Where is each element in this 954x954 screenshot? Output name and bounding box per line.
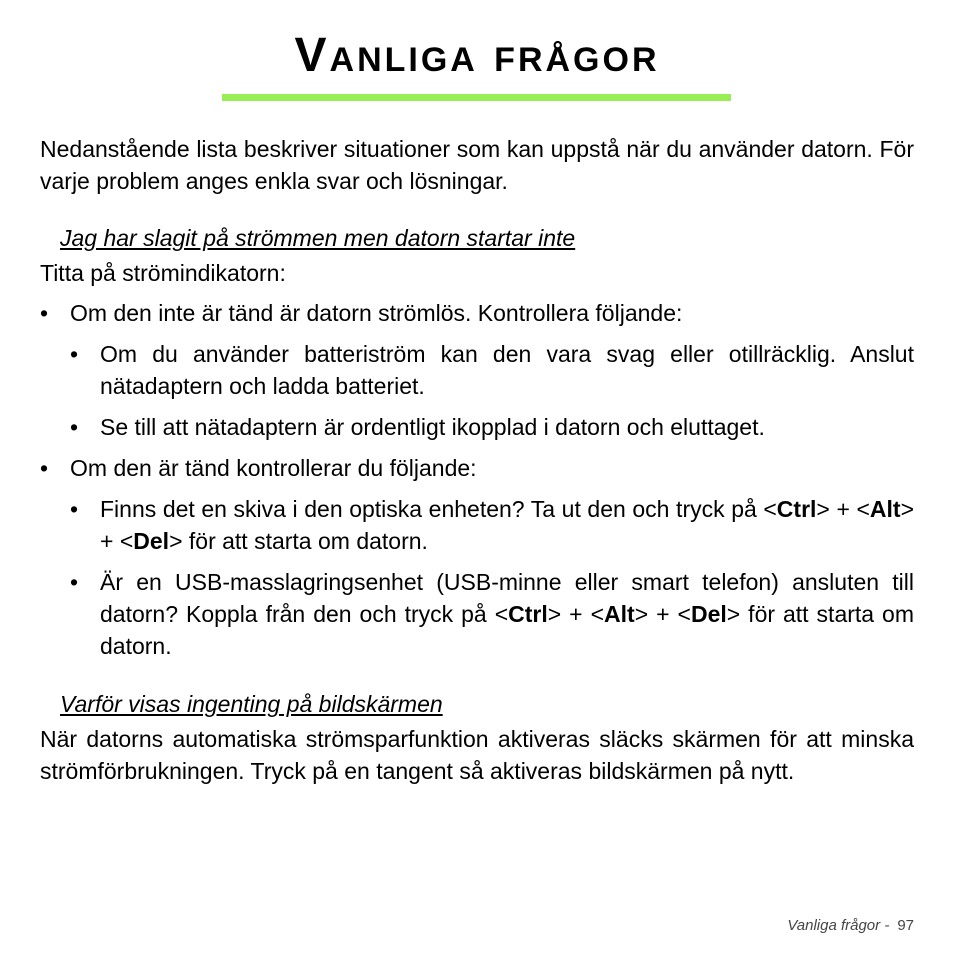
section-heading-power: Jag har slagit på strömmen men datorn startar inte [60,225,576,251]
key-del: Del [133,528,170,554]
key-ctrl: Ctrl [776,496,817,522]
list-item-power-on [40,452,914,484]
text-run: > för att starta om datorn. [100,601,915,659]
text-run: Finns det en skiva i den optiska enheten? Ta ut den och tryck på < [100,496,777,522]
bullet: • [70,341,79,367]
sublist-item-usb-storage [40,566,914,662]
section-heading-display: Varför visas ingenting på bildskärmen [60,691,443,717]
sublist-item-text: Om du använder batteriström kan den vara svag eller otillräcklig. Anslut nätadaptern och ladda batteriet. [100,341,914,399]
title-underline [222,94,731,101]
bullet: • [70,569,79,595]
sublist-item-adapter [40,411,914,443]
page-title: Vanliga frågor [294,29,660,82]
sublist-item-text [100,566,914,662]
title-underline-bar [222,94,731,101]
text-run: > + < [100,496,915,554]
sublist-item-text [100,493,914,557]
text-run: Är en USB-masslagringsenhet (USB-minne eller smart telefon) ansluten till datorn? Koppla från den och tryck på < [100,569,914,627]
sublist-item-battery [40,338,914,402]
bullet: • [40,300,49,326]
footer-label: Vanliga frågor - [787,917,890,934]
page-content [40,133,914,787]
page-number: 97 [897,917,914,934]
list-item-text: Om den är tänd kontrollerar du följande: [70,455,477,481]
section-lead-power: Titta på strömindikatorn: [40,260,286,286]
key-ctrl: Ctrl [508,601,548,627]
bullet: • [40,455,49,481]
sublist-item-text: Se till att nätadaptern är ordentligt ikopplad i datorn och eluttaget. [100,414,765,440]
text-run: > för att starta om datorn. [169,528,428,554]
text-run: > + < [547,601,605,627]
sublist-item-optical-disc [40,493,914,557]
list-item-power-off [40,297,914,329]
list-item-text: Om den inte är tänd är datorn strömlös. Kontrollera följande: [70,300,683,326]
bullet: • [70,414,79,440]
intro-paragraph: Nedanstående lista beskriver situationer som kan uppstå när du använder datorn. För varje problem anges enkla svar och lösningar. [40,136,914,194]
bullet: • [70,496,79,522]
key-alt: Alt [604,601,635,627]
section-body-display: När datorns automatiska strömsparfunktion aktiveras släcks skärmen för att minska strömförbrukningen. Tryck på en tangent så aktiveras bildskärmen på nytt. [40,726,914,784]
text-run: > + < [816,496,870,522]
text-run: > + < [634,601,691,627]
page-footer [787,916,914,936]
key-del: Del [690,601,727,627]
key-alt: Alt [869,496,901,522]
